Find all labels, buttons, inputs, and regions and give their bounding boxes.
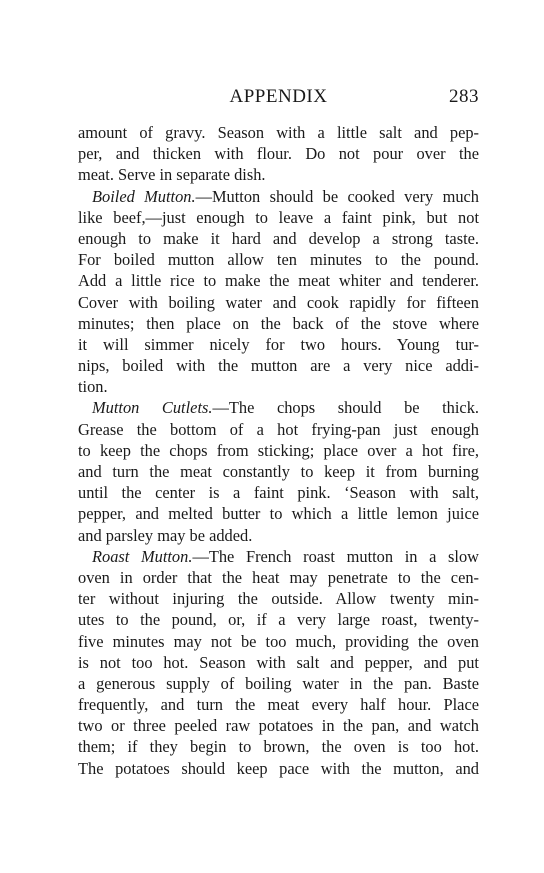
text-line <box>78 270 479 291</box>
text-line <box>78 609 479 630</box>
body-text <box>78 122 479 779</box>
line-text: For boiled mutton allow ten minutes to the pound. <box>78 250 479 270</box>
line-text: to keep the chops from sticking; place over a hot fire, <box>78 440 479 460</box>
text-line <box>78 588 479 609</box>
text-line <box>78 122 479 143</box>
line-text: —The chops should be thick. <box>212 398 479 418</box>
line-text: five minutes may not be too much, providing the oven <box>78 631 479 651</box>
line-text: amount of gravy. Season with a little salt and pep- <box>78 123 479 142</box>
line-text: oven in order that the heat may penetrate to the cen- <box>78 567 479 587</box>
text-line <box>78 525 479 546</box>
line-text: The potatoes should keep pace with the mutton, and <box>78 758 479 778</box>
line-text: —The French roast mutton in a slow <box>192 546 479 566</box>
text-line <box>78 758 479 779</box>
line-text: Cover with boiling water and cook rapidly for fifteen <box>78 292 479 312</box>
line-text: it will simmer nicely for two hours. Young tur- <box>78 334 479 354</box>
line-text: utes to the pound, or, if a very large roast, twenty- <box>78 610 479 630</box>
text-line <box>78 249 479 270</box>
line-text: is not too hot. Season with salt and pepper, and put <box>78 652 479 672</box>
text-line <box>78 652 479 673</box>
text-line <box>78 228 479 249</box>
text-line <box>78 419 479 440</box>
text-line <box>78 313 479 334</box>
text-line <box>78 355 479 376</box>
line-text: meat. Serve in separate dish. <box>78 165 266 185</box>
text-line <box>78 292 479 313</box>
line-text: per, and thicken with flour. Do not pour over the <box>78 144 479 164</box>
text-line <box>78 631 479 652</box>
line-text: and turn the meat constantly to keep it from burning <box>78 462 479 481</box>
text-line <box>78 143 479 164</box>
paragraph-start-line <box>78 186 479 207</box>
line-text: enough to make it hard and develop a strong taste. <box>78 228 479 248</box>
text-line <box>78 376 479 397</box>
line-text: them; if they begin to brown, the oven is too hot. <box>78 737 479 757</box>
recipe-heading: Mutton Cutlets. <box>92 398 213 418</box>
line-text: Add a little rice to make the meat whiter and tenderer. <box>78 271 479 291</box>
line-text: and parsley may be added. <box>78 525 253 545</box>
text-line <box>78 715 479 736</box>
line-text: minutes; then place on the back of the stove where <box>78 313 479 333</box>
text-line <box>78 207 479 228</box>
paragraph-start-line <box>78 546 479 567</box>
line-text: frequently, and turn the meat every half hour. Place <box>78 695 479 715</box>
text-line <box>78 461 479 482</box>
line-text: pepper, and melted butter to which a little lemon juice <box>78 504 479 524</box>
running-head: APPENDIX <box>229 86 328 107</box>
text-line <box>78 673 479 694</box>
text-line <box>78 503 479 524</box>
recipe-heading: Boiled Mutton. <box>92 186 196 206</box>
recipe-heading: Roast Mutton. <box>92 546 193 566</box>
line-text: ter without injuring the outside. Allow twenty min- <box>78 589 479 609</box>
text-line <box>78 567 479 588</box>
line-text: Grease the bottom of a hot frying-pan just enough <box>78 419 479 439</box>
line-text: nips, boiled with the mutton are a very nice addi- <box>78 356 479 376</box>
line-text: like beef,—just enough to leave a faint pink, but not <box>78 207 479 227</box>
text-line <box>78 440 479 461</box>
text-line <box>78 164 479 185</box>
line-text: tion. <box>78 377 108 397</box>
text-line <box>78 694 479 715</box>
page-number: 283 <box>449 86 479 107</box>
line-text: until the center is a faint pink. ‘Season with salt, <box>78 483 479 503</box>
line-text: —Mutton should be cooked very much <box>195 186 480 206</box>
text-line <box>78 334 479 355</box>
paragraph-start-line <box>78 397 479 418</box>
line-text: a generous supply of boiling water in the pan. Baste <box>78 673 479 693</box>
text-line <box>78 736 479 757</box>
line-text: two or three peeled raw potatoes in the pan, and watch <box>78 716 479 736</box>
text-line <box>78 482 479 503</box>
page-header <box>78 86 479 112</box>
